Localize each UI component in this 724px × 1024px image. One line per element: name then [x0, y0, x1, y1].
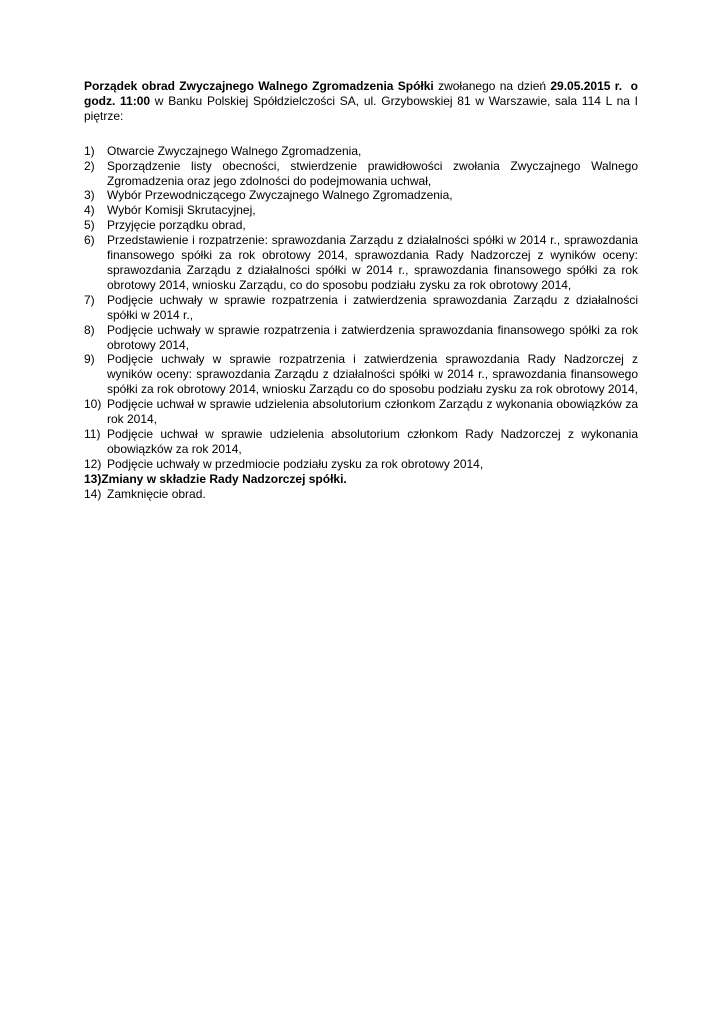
- agenda-item-number: 4): [84, 203, 95, 218]
- intro-title: Porządek obrad Zwyczajnego Walnego Zgromadzenia Spółki: [84, 79, 434, 93]
- agenda-item: [84, 352, 638, 397]
- agenda-item-text: Wybór Przewodniczącego Zwyczajnego Walnego Zgromadzenia,: [107, 188, 453, 203]
- agenda-item-number: 12): [84, 456, 102, 471]
- agenda-item-text: Przedstawienie i rozpatrzenie: sprawozdania Zarządu z działalności spółki w 2014 r., sprawozdania finansowego spółki za rok obrotowy 2014, sprawozdania Rady Nadzorczej z wyników oceny: sprawozdania Zarządu z działalności spółki w 2014 r., sprawozdania finansowego spółki za rok obrotowy 2014, wniosku Zarządu, co do sposobu podziału zysku za rok obrotowy 2014,: [107, 233, 638, 292]
- agenda-item-text: Podjęcie uchwały w sprawie rozpatrzenia i zatwierdzenia sprawozdania Zarządu z działalności spółki w 2014 r.,: [107, 292, 638, 322]
- agenda-item: [84, 159, 638, 189]
- agenda-item: [84, 233, 638, 293]
- agenda-item: [84, 487, 638, 502]
- agenda-list: [84, 144, 638, 502]
- agenda-item-number: 9): [84, 352, 95, 367]
- agenda-item: [84, 203, 638, 218]
- agenda-item: [84, 397, 638, 427]
- intro-paragraph: [84, 79, 638, 124]
- agenda-item-number: 3): [84, 188, 95, 203]
- agenda-item-number: 5): [84, 218, 95, 233]
- agenda-item: [84, 457, 638, 472]
- agenda-item-text: Przyjęcie porządku obrad,: [107, 218, 246, 233]
- agenda-item-text: Podjęcie uchwały w przedmiocie podziału zysku za rok obrotowy 2014,: [107, 456, 484, 471]
- agenda-item-number: 7): [84, 292, 95, 307]
- agenda-item: [84, 188, 638, 203]
- intro-mid-text: zwołanego na dzień: [433, 79, 551, 93]
- agenda-item-text: Sporządzenie listy obecności, stwierdzenie prawidłowości zwołania Zwyczajnego Walnego Zgromadzenia oraz jego zdolności do podejmowania uchwał,: [107, 158, 638, 188]
- agenda-item-text: Podjęcie uchwał w sprawie udzielenia absolutorium członkom Rady Nadzorczej z wykonania obowiązków za rok 2014,: [107, 426, 638, 456]
- agenda-item-text: Podjęcie uchwał w sprawie udzielenia absolutorium członkom Zarządu z wykonania obowiązków za rok 2014,: [107, 397, 638, 427]
- agenda-item: [84, 293, 638, 323]
- agenda-item-number: 11): [84, 426, 101, 441]
- agenda-item: [84, 218, 638, 233]
- agenda-item: [84, 427, 638, 457]
- agenda-item: [84, 472, 638, 487]
- agenda-item-text: Otwarcie Zwyczajnego Walnego Zgromadzenia,: [107, 143, 362, 158]
- agenda-item-number: 10): [84, 397, 102, 412]
- document-content: [84, 79, 638, 501]
- agenda-item-number: 14): [84, 486, 102, 501]
- agenda-item-text: Podjęcie uchwały w sprawie rozpatrzenia i zatwierdzenia sprawozdania Rady Nadzorczej z wyników oceny: sprawozdania Zarządu z działalności spółki w 2014 r., sprawozdania finansowego spółki za rok obrotowy 2014, wniosku Zarządu co do sposobu podziału zysku za rok obrotowy 2014,: [107, 352, 638, 397]
- agenda-item-number: 8): [84, 322, 95, 337]
- agenda-item-number: 1): [84, 143, 95, 158]
- agenda-item: [84, 323, 638, 353]
- agenda-item-text: Wybór Komisji Skrutacyjnej,: [107, 203, 256, 218]
- intro-location-text: w Banku Polskiej Spółdzielczości SA, ul. Grzybowskiej 81 w Warszawie, sala 114 L na I piętrze:: [84, 93, 638, 123]
- agenda-item: [84, 144, 638, 159]
- agenda-item-number: 6): [84, 233, 95, 248]
- agenda-item-text: Zamknięcie obrad.: [107, 486, 206, 501]
- agenda-item-text: Podjęcie uchwały w sprawie rozpatrzenia i zatwierdzenia sprawozdania finansowego spółki za rok obrotowy 2014,: [107, 322, 638, 352]
- agenda-item-text: Zmiany w składzie Rady Nadzorczej spółki.: [101, 471, 347, 486]
- agenda-item-number: 13): [84, 471, 102, 486]
- agenda-item-number: 2): [84, 158, 95, 173]
- intro-meeting-datetime: 29.05.2015 r. o godz. 11:00: [84, 79, 638, 108]
